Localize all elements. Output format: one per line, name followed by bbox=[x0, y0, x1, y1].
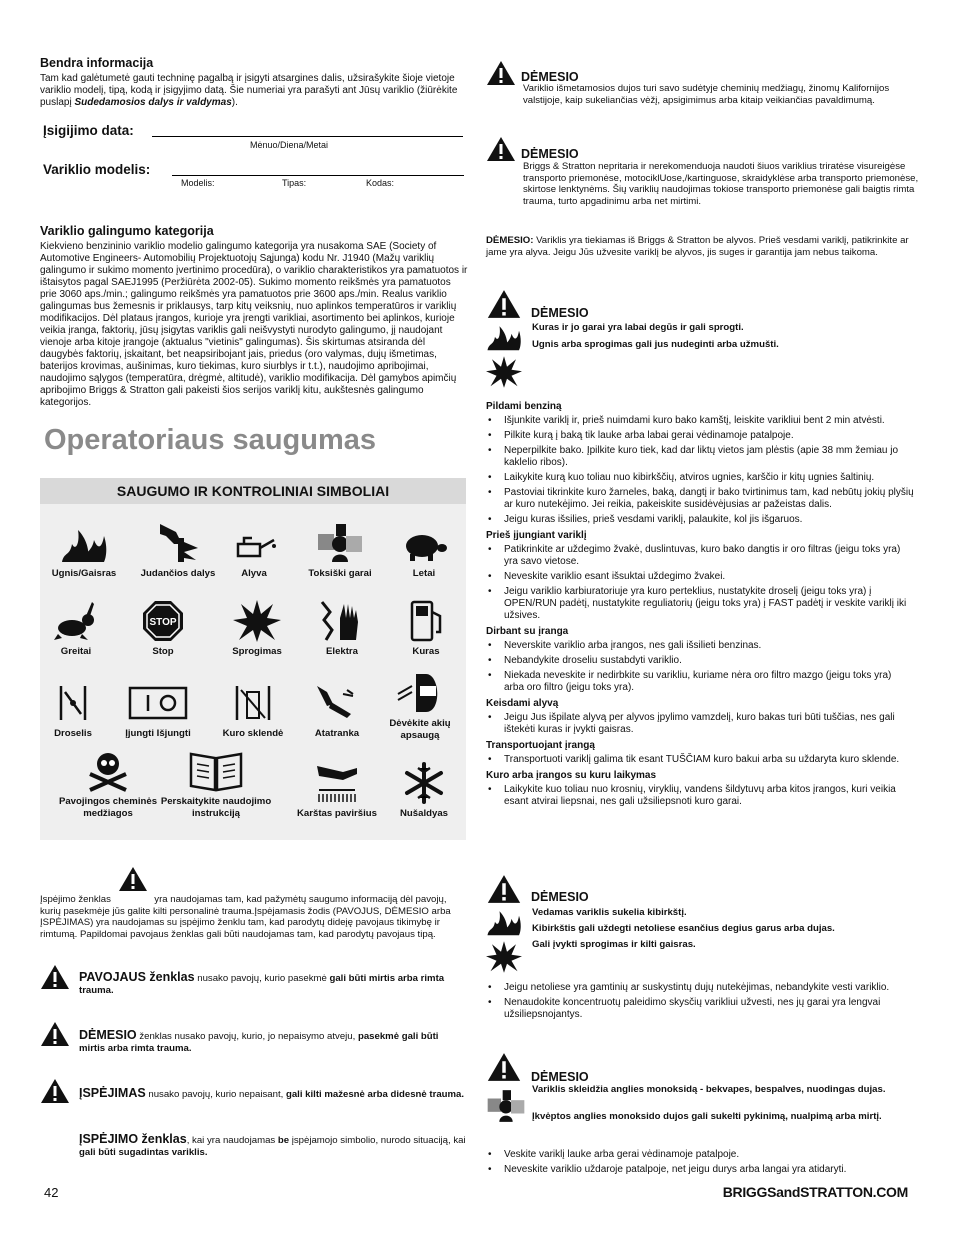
symbol-hot-surface bbox=[291, 762, 383, 820]
fuel-pump-icon bbox=[402, 600, 450, 642]
moving-parts-icon bbox=[154, 522, 202, 564]
warning-title: DĖMESIO bbox=[521, 70, 579, 84]
explosion-icon bbox=[233, 600, 281, 642]
symbol-explosion bbox=[211, 600, 303, 658]
page-title: Operatoriaus saugumas bbox=[44, 424, 376, 456]
notice-definition: ĮSPĖJIMO ženklas, kai yra naudojamas be įspėjamojo simbolio, nurodo situaciją, kai gali būti sugadintas variklis. bbox=[79, 1132, 466, 1158]
warning-line: Kibirkštis gali uždegti netoliese esančius degius garus arba dujas. bbox=[532, 923, 835, 934]
symbols-heading: SAUGUMO IR KONTROLINIAI SIMBOLIAI bbox=[40, 478, 466, 504]
manual-book-icon bbox=[189, 750, 243, 792]
symbol-label: Perskaitykite naudojimo instrukciją bbox=[160, 796, 272, 819]
symbol-fuel-shutoff bbox=[207, 682, 299, 740]
purchase-date-hint: Mėnuo/Diena/Metai bbox=[250, 140, 329, 150]
list-item: • Jeigu Jus išpilate alyvą per alyvos įpylimo vamzdelį, kuro bakas turi būti tuščias, nes gali ištekėti kuras ir įvykti gaisras. bbox=[486, 712, 914, 736]
stop-sign-icon bbox=[139, 600, 187, 642]
rabbit-icon bbox=[52, 600, 100, 642]
symbol-fast bbox=[30, 600, 122, 658]
symbol-label: Alyva bbox=[241, 568, 267, 579]
list-item: • Jeigu variklio karbiuratoriuje yra kuro perteklius, nustatykite droselį (jeigu toks yra) į OPEN/RUN padėtį, nustatykite reguliatorių (jeigu toks yra) į FAST padėtį ir veskite variklį iki užsives. bbox=[486, 586, 914, 622]
list-item: • Patikrinkite ar uždegimo žvakė, duslintuvas, kuro bako dangtis ir oro filtras (jeigu toks yra) yra savo vietose. bbox=[486, 544, 914, 568]
turtle-icon bbox=[400, 522, 448, 564]
symbol-fuel bbox=[380, 600, 472, 658]
symbol-label: Greitai bbox=[60, 646, 92, 657]
symbol-toxic-fumes bbox=[294, 522, 386, 580]
toxic-fumes-icon bbox=[316, 522, 364, 564]
engine-model-label: Variklio modelis: bbox=[43, 162, 151, 177]
alert-triangle-icon bbox=[486, 1052, 522, 1082]
warning-line: Kuras ir jo garai yra labai degūs ir gali sprogti. bbox=[532, 322, 744, 333]
symbol-label: Droselis bbox=[54, 728, 92, 739]
general-info-heading: Bendra informacija bbox=[40, 56, 154, 70]
type-hint: Tipas: bbox=[282, 178, 307, 188]
symbol-label: Dėvėkite akių apsaugą bbox=[389, 718, 451, 741]
symbol-label: Judančios dalys bbox=[140, 568, 216, 579]
power-rating-text: Kiekvieno benzininio variklio modelio galingumo kategorija yra nusakoma SAE (Society of Automotive Engineers- Automobilių Projektuotojų Sąjunga) kodu Nr. J1940 (Mažų variklių galingumo ir sukimo momento įvertinimo procedūra), o variklio charakteristikos yra pamatuotos ir ištaisytos pagal SAEJ1995 (Peržiūrėta 2002-05). Sukimo momento reikšmės yra pamatuotos prie 3060 aps./min.; galingumo reikšmės yra pamatuotos prie 3600 aps./min. Realus variklio galingumas bus žemesnis ir priklausys, tarp kitų veiksnių, nuo aplinkos temperatūros ir variklių modifikacijos. Dėl plataus įrangos, kurioje yra įrengti varikliai, asortimento bei aplinkos, kurioje veikia įranga, faktorių, jūsų įsigytas variklis gali neišvystyti nurodyto galingumo, jį naudojant vienoje arba kitoje įrangoje (aktualus "vietinis" galingumas). Šis skirtumas atsiranda dėl daugybės faktorių, įskaitant, bet neapsiribojant jais, priedus (oro valymas, dujų išmetimas, baterijos krovimas, aušinimas, kuro tiekimas, kuro siurblys ir t.t.), naudojimo apribojimai, naudojimo sąlygos (temperatūra, drėgmė, altitudė), variklio modifikacija. Dėl gamybos apimčių apribojimo Briggs & Stratton gali pakeisti šios serijos variklį kitu, aukštesnės galingumo kategorijos. bbox=[40, 241, 468, 408]
symbol-read-manual bbox=[160, 750, 272, 820]
list-item: • Jeigu netoliese yra gamtinių ar suskystintų dujų nutekėjimas, nebandykite vesti variklio. bbox=[486, 982, 914, 994]
code-hint: Kodas: bbox=[366, 178, 395, 188]
toxic-fumes-icon bbox=[486, 1088, 526, 1124]
hot-surface-icon bbox=[313, 762, 361, 804]
page-number: 42 bbox=[44, 1185, 59, 1200]
symbol-label: Įjungti Išjungti bbox=[125, 728, 191, 739]
warning-line: Variklis skleidžia anglies monoksidą - bekvapes, bespalves, nuodingas dujas. bbox=[532, 1084, 886, 1095]
list-item: • Veskite variklį lauke arba gerai vėdinamoje patalpoje. bbox=[486, 1149, 914, 1161]
symbol-label: Ugnis/Gaisras bbox=[51, 568, 117, 579]
alert-triangle-icon bbox=[118, 866, 148, 892]
brand-url: BRIGGSandSTRATTON.COM bbox=[722, 1184, 908, 1200]
spark-list bbox=[486, 982, 914, 1024]
explosion-icon bbox=[486, 354, 522, 390]
symbol-label: Sprogimas bbox=[232, 646, 282, 657]
list-item: • Niekada neveskite ir nedirbkite su varikliu, kuriame nėra oro filtro mazgo (jeigu toks yra) arba oro filtro (jeigu toks yra). bbox=[486, 670, 914, 694]
oil-notice: DĖMESIO: Variklis yra tiekiamas iš Briggs & Stratton be alyvos. Prieš vesdami variklį, patikrinkite ar jame yra alyva. Jeigu Jūs užvesite variklį be alyvos, jis suges ir garantija jam nebus taikoma. bbox=[486, 235, 909, 258]
choke-icon bbox=[49, 682, 97, 724]
list-item: • Neveskite variklio uždaroje patalpoje, net jeigu durys arba langai yra atidaryti. bbox=[486, 1164, 914, 1176]
fire-icon bbox=[60, 522, 108, 564]
section-title: Pildami benziną bbox=[486, 401, 562, 412]
caution-definition: ĮSPĖJIMAS nusako pavojų, kurio nepaisant, gali kilti mažesnė arba didesnė trauma. bbox=[79, 1086, 465, 1100]
symbol-label: Atatranka bbox=[314, 728, 360, 739]
symbol-hazardous-chemicals bbox=[58, 750, 158, 820]
fuel-sections bbox=[486, 397, 914, 811]
list-item: • Pilkite kurą į baką tik lauke arba labai gerai vėdinamoje patalpoje. bbox=[486, 430, 914, 442]
alert-triangle-icon bbox=[486, 874, 522, 904]
warning-line: Gali įvykti sprogimas ir kilti gaisras. bbox=[532, 939, 696, 950]
symbol-label: Letai bbox=[412, 568, 436, 579]
purchase-date-field[interactable] bbox=[152, 136, 463, 137]
symbol-label: Kuro sklendė bbox=[222, 728, 284, 739]
symbol-slow bbox=[378, 522, 470, 580]
section-title: Dirbant su įranga bbox=[486, 626, 569, 637]
list-item: • Transportuoti variklį galima tik esant TUŠČIAM kuro bakui arba su uždaryta kuro sklende. bbox=[486, 754, 914, 766]
list-item: • Neveskite variklio esant išsuktai uždegimo žvakei. bbox=[486, 571, 914, 583]
list-item: • Laikykite kurą kuo toliau nuo kibirkščių, atviros ugnies, karščio ir kitų ugnies šaltinių. bbox=[486, 472, 914, 484]
symbol-electric bbox=[296, 600, 388, 658]
snowflake-icon bbox=[400, 762, 448, 804]
section-title: Transportuojant įrangą bbox=[486, 740, 595, 751]
danger-alert-icon bbox=[40, 964, 70, 990]
list-item: • Laikykite kuo toliau nuo krosnių, viryklių, vandens šildytuvų arba kitos įrangos, kuri veikia esant atvirai liepsnai, nes gali užsiliepsnoti kuro garai. bbox=[486, 784, 914, 808]
engine-model-field[interactable] bbox=[172, 175, 464, 176]
symbol-label: Stop bbox=[152, 646, 174, 657]
oil-can-icon bbox=[230, 522, 278, 564]
danger-definition: PAVOJAUS ženklas nusako pavojų, kurio pasekmė gali būti mirtis arba rimta trauma. bbox=[79, 970, 445, 996]
section-title: Kuro arba įrangos su kuru laikymas bbox=[486, 770, 657, 781]
purchase-date-label: Įsigijimo data: bbox=[43, 123, 134, 138]
eye-protection-icon bbox=[396, 672, 444, 714]
warning-title: DĖMESIO bbox=[531, 1070, 589, 1084]
list-item: • Neperpilkite bako. Įpilkite kuro tiek, kad dar liktų vietos jam plėstis (apie 38 mm žemiau jo kaklelio ribos). bbox=[486, 445, 914, 469]
symbol-label: Toksiški garai bbox=[308, 568, 372, 579]
skull-crossbones-icon bbox=[84, 750, 132, 792]
list-item: • Nebandykite droseliu sustabdyti variklio. bbox=[486, 655, 914, 667]
symbol-eye-protection bbox=[374, 672, 466, 742]
alert-triangle-icon bbox=[486, 289, 522, 319]
symbol-stop bbox=[117, 600, 209, 658]
symbol-label: Pavojingos cheminės medžiagos bbox=[58, 796, 158, 819]
symbol-label: Nušaldyas bbox=[400, 808, 448, 819]
svg-text:STOP: STOP bbox=[149, 617, 177, 628]
symbol-kickback bbox=[291, 682, 383, 740]
list-item: • Išjunkite variklį ir, prieš nuimdami kuro bako kamštį, leiskite varikliui bent 2 min atvėsti. bbox=[486, 415, 914, 427]
warning-line: Ugnis arba sprogimas gali jus nudeginti arba užmušti. bbox=[532, 339, 779, 350]
symbol-frostbite bbox=[378, 762, 470, 820]
symbol-label: Kuras bbox=[412, 646, 440, 657]
symbol-oil bbox=[208, 522, 300, 580]
list-item: • Jeigu kuras išsilies, prieš vesdami variklį, palaukite, kol jis išgaruos. bbox=[486, 514, 914, 526]
warning-title: DĖMESIO bbox=[531, 306, 589, 320]
warning-text: Variklio išmetamosios dujos turi savo sudėtyje cheminių medžiagų, žinomų Kalifornijos valstijoje, kaip sukeliančias vėžį, apsigimimus arba kitaip veikiančias pavaldimumą. bbox=[523, 83, 890, 106]
symbol-label: Elektra bbox=[326, 646, 358, 657]
warning-line: Vedamas variklis sukelia kibirkštį. bbox=[532, 907, 687, 918]
alert-triangle-icon bbox=[486, 60, 516, 86]
warning-alert-icon bbox=[40, 1021, 70, 1047]
electric-shock-icon bbox=[318, 600, 366, 642]
alert-triangle-icon bbox=[486, 136, 516, 162]
fire-icon bbox=[486, 320, 522, 352]
general-info-text: Tam kad galėtumetė gauti techninę pagalbą ir įsigyti atsargines dalis, užsirašykite šioje vietoje variklio modelį, tipą, kodą ir įsigyjimo datą. Šie numeriai yra parašyti ant Jūsų variklio (žiūrėkite puslapį Sudedamosios dalys ir valdymas). bbox=[40, 73, 458, 108]
explosion-icon bbox=[486, 939, 522, 975]
model-hint: Modelis: bbox=[181, 178, 215, 188]
section-title: Keisdami alyvą bbox=[486, 698, 559, 709]
warning-line: Įkvėptos anglies monoksido dujos gali sukelti pykinimą, nualpimą arba mirtį. bbox=[532, 1111, 882, 1122]
caution-alert-icon bbox=[40, 1078, 70, 1104]
co-list bbox=[486, 1149, 914, 1179]
alert-symbol-note: Įspėjimo ženklas yra naudojamas tam, kad pažymėtų saugumo informaciją dėl pavojų, kurių pasekmėje jūs galite kilti personalinė trauma.Įspėjamasis žodis (PAVOJUS, DĖMESIO arba ĮSPĖJIMAS) yra naudojamas su įspėjimo ženklu tam, kad parodytų dideįę pavojaus tikimybę ir rimtumą. Papildomai pavojaus ženklas gali būti naudojamas tam, kad parodytų pavojaus tipą. bbox=[40, 866, 460, 928]
symbol-fire bbox=[38, 522, 130, 580]
section-title: Prieš įjungiant variklį bbox=[486, 530, 587, 541]
list-item: • Nenaudokite koncentruotų paleidimo skysčių varikliui užvesti, nes jų garai yra lengvai užsiliepsnojantys. bbox=[486, 997, 914, 1021]
list-item: • Neverskite variklio arba įrangos, nes gali išsilieti benzinas. bbox=[486, 640, 914, 652]
warning-definition: DĖMESIO ženklas nusako pavojų, kurio, jo nepaisymo atveju, pasekmė gali būti mirtis arba rimta trauma. bbox=[79, 1028, 439, 1054]
symbol-choke bbox=[27, 682, 119, 740]
fire-icon bbox=[486, 905, 522, 937]
warning-title: DĖMESIO bbox=[521, 147, 579, 161]
on-off-icon bbox=[128, 682, 188, 724]
warning-title: DĖMESIO bbox=[531, 890, 589, 904]
symbol-label: Karštas paviršius bbox=[297, 808, 377, 819]
symbol-on-off bbox=[112, 682, 204, 740]
kickback-icon bbox=[313, 682, 361, 724]
power-rating-heading: Variklio galingumo kategorija bbox=[40, 224, 214, 238]
list-item: • Pastoviai tikrinkite kuro žarneles, baką, dangtį ir bako tvirtinimus tam, kad nebūtų jokių plyšių ar kuro nutekėjimo. Jei reikia, pakeiskite susidėvėjusias ar pažeistas dalis. bbox=[486, 487, 914, 511]
fuel-shutoff-icon bbox=[229, 682, 277, 724]
warning-text: Briggs & Stratton nepritaria ir nerekomenduoja naudoti šiuos variklius triratėse visureigėse transporto priemonėse, motociklUose,/kartinguose, skraidyklėse arba transporto priemonėse, skirtose lenktynėms. Šių variklių naudojimas tokiose transporto priemonėse gali baigtis rimta trauma, turto apgadinimu arba net mirtimi. bbox=[523, 161, 919, 207]
